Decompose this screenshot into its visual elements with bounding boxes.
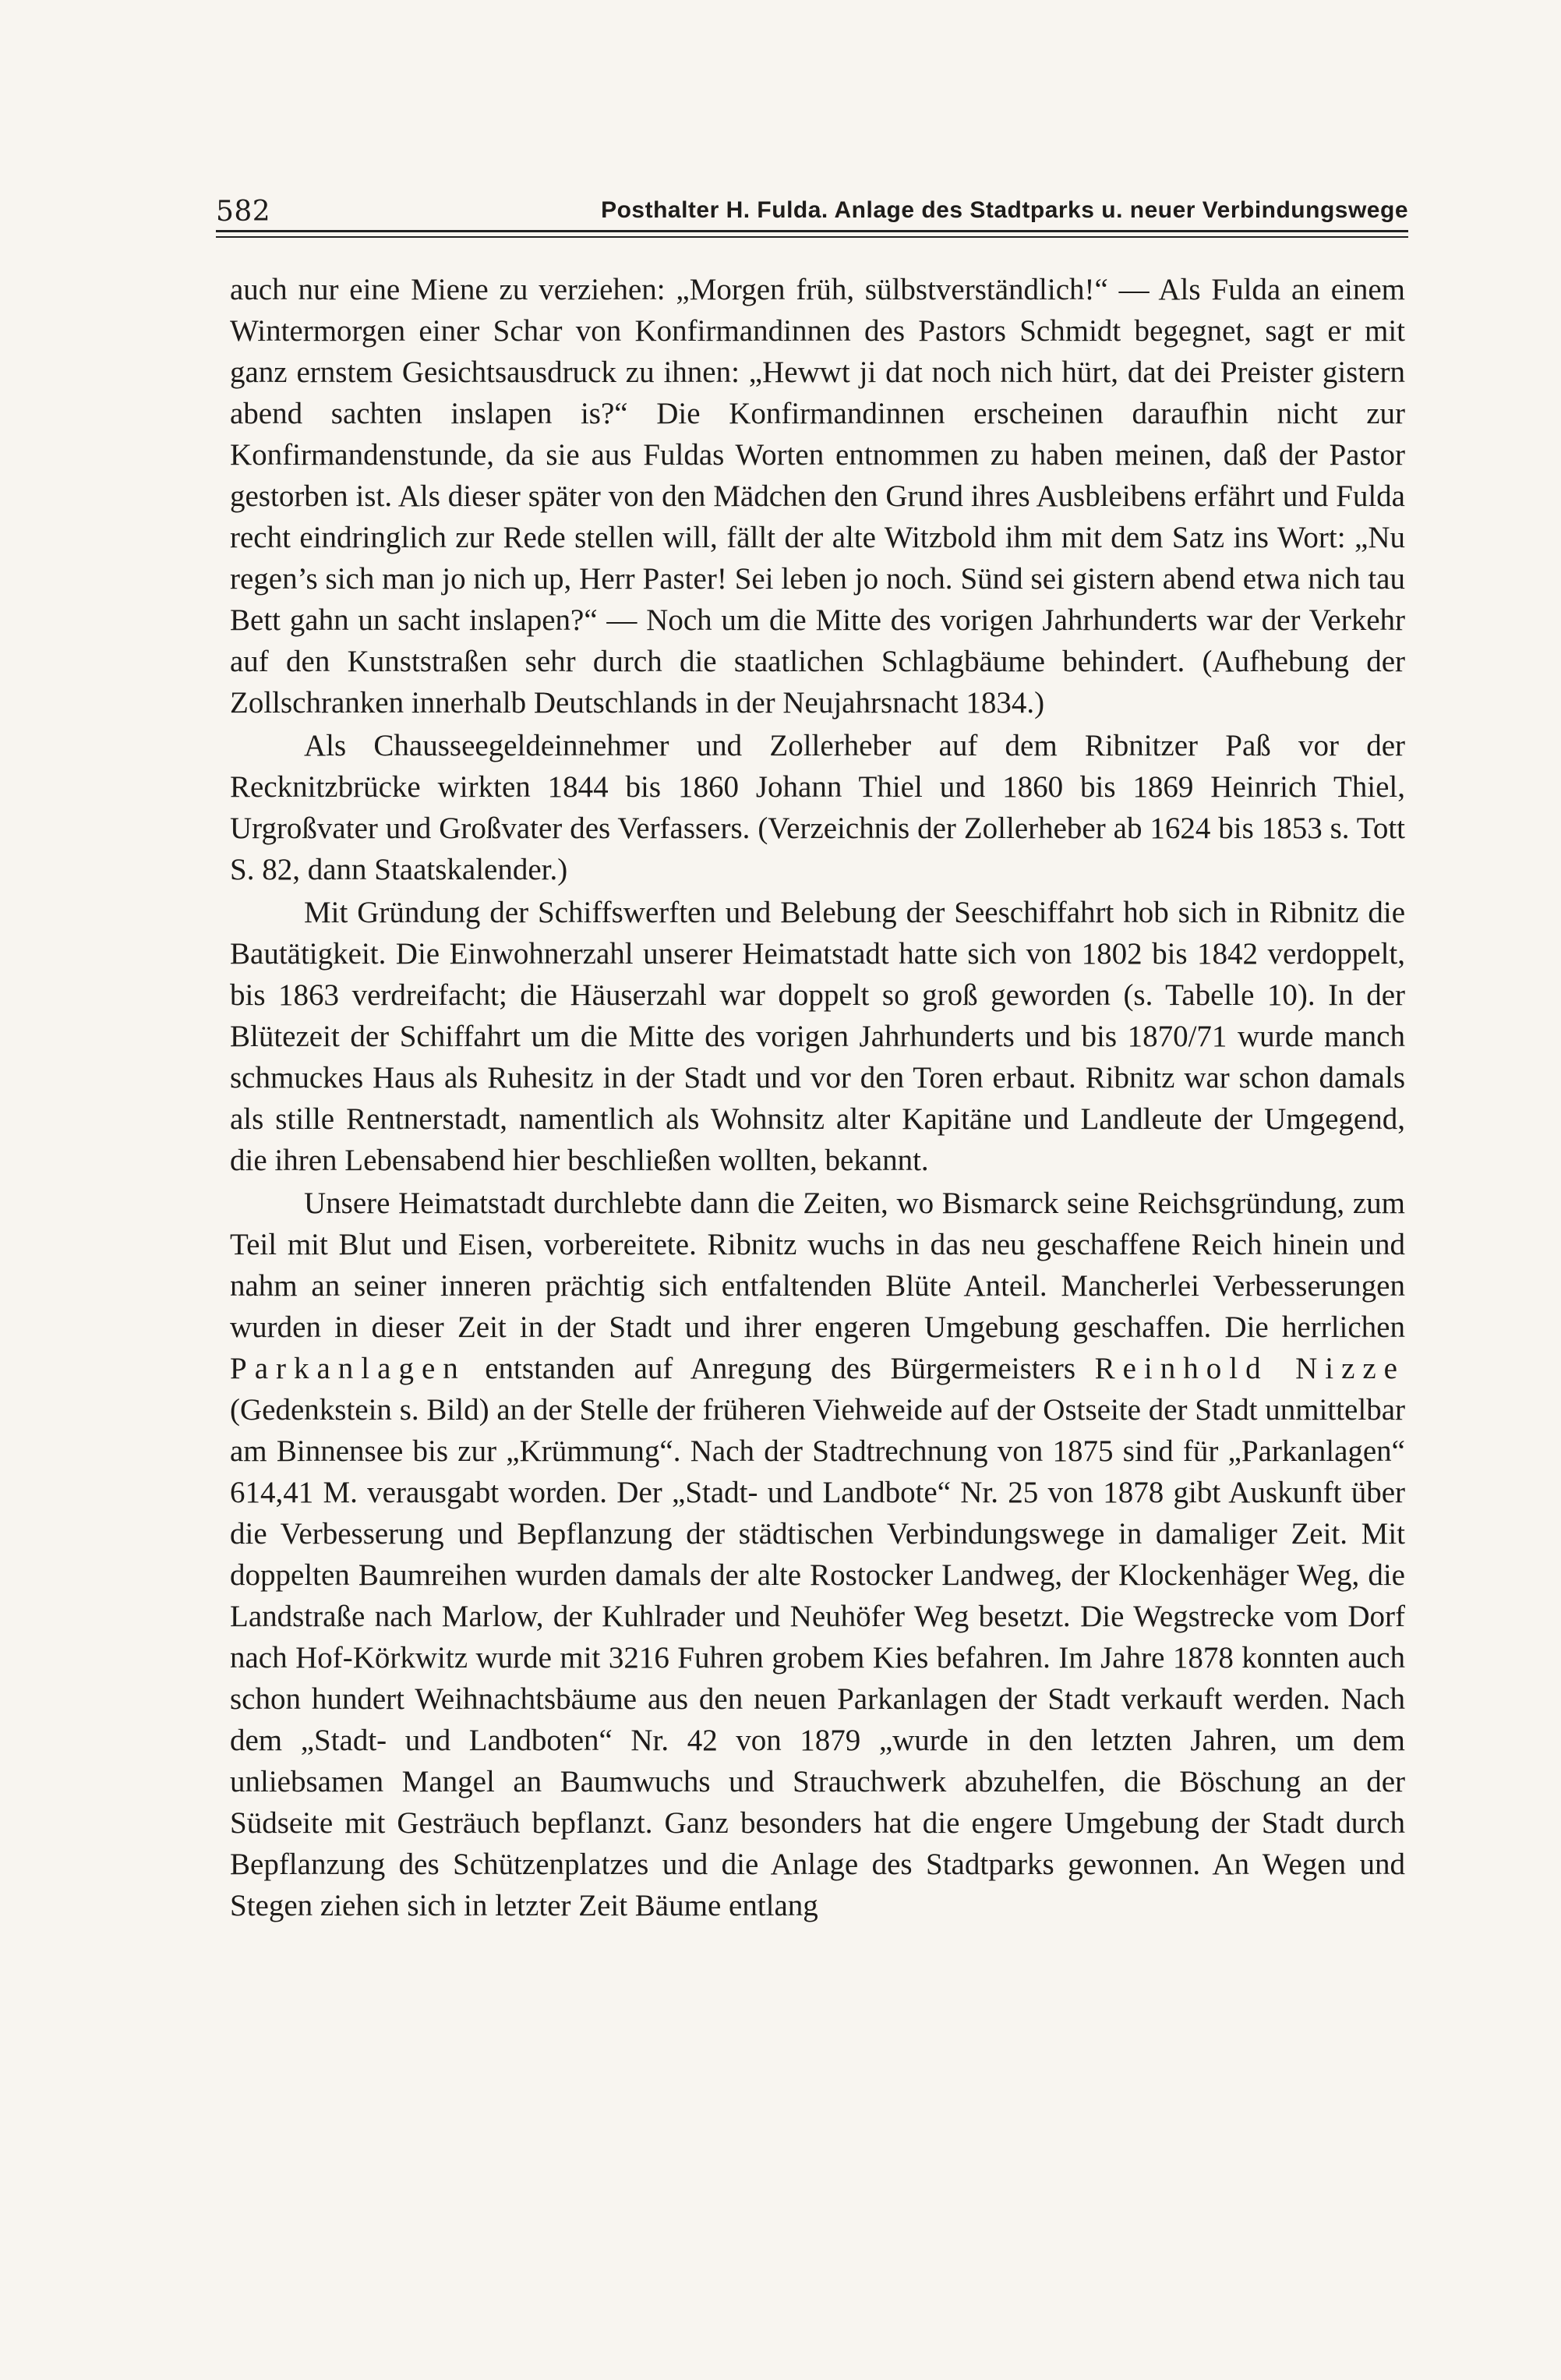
paragraph-4-part-c: (Gedenkstein s. Bild) an der Stelle der früheren Viehweide auf der Ostseite der Stadt unmittelbar am Binnensee bis zur „Krümmung“. Nach der Stadtrechnung von 1875 sind für „Parkanlagen“ 614,41 M. verausgabt worden. Der „Stadt- und Landbote“ Nr. 25 von 1878 gibt Auskunft über die Verbesserung und Bepflanzung der städtischen Verbindungswege in damaliger Zeit. Mit doppelten Baumreihen wurden damals der alte Rostocker Landweg, der Klockenhäger Weg, die Landstraße nach Marlow, der Kuhlrader und Neuhöfer Weg besetzt. Die Wegstrecke vom Dorf nach Hof-Körkwitz wurde mit 3216 Fuhren grobem Kies befahren. Im Jahre 1878 konnten auch schon hundert Weihnachtsbäume aus den neuen Parkanlagen der Stadt verkauft werden. Nach dem „Stadt- und Landboten“ Nr. 42 von 1879 „wurde in den letzten Jahren, um dem unliebsamen Mangel an Baumwuchs und Strauchwerk abzuhelfen, die Böschung an der Südseite mit Gesträuch bepflanzt. Ganz besonders hat die engere Umgebung der Stadt durch Bepflanzung des Schützenplatzes und die Anlage des Stadtparks gewonnen. An Wegen und Stegen ziehen sich in letzter Zeit Bäume entlang	[230, 1393, 1405, 1922]
paragraph-2: Als Chausseegeldeinnehmer und Zollerheber auf dem Ribnitzer Paß vor der Recknitzbrücke wirkten 1844 bis 1860 Johann Thiel und 1860 bis 1869 Heinrich Thiel, Urgroßvater und Großvater des Verfassers. (Verzeichnis der Zollerheber ab 1624 bis 1853 s. Tott S. 82, dann Staatskalender.)	[230, 729, 1405, 886]
paragraph-4-part-b: entstanden auf Anregung des Bürgermeisters	[465, 1352, 1095, 1385]
page-number: 582	[216, 196, 271, 228]
paragraph-4-part-a: Unsere Heimatstadt durchlebte dann die Zeiten, wo Bismarck seine Reichsgründung, zum Teil mit Blut und Eisen, vorbereitete. Ribnitz wuchs in das neu geschaffene Reich hinein und nahm an seiner inneren prächtig sich entfaltenden Blüte Anteil. Mancherlei Verbesserungen wurden in dieser Zeit in der Stadt und ihrer engeren Umgebung geschaffen. Die herrlichen	[230, 1186, 1405, 1344]
paragraph-4	[230, 1183, 1405, 1926]
paragraph-1: auch nur eine Miene zu verziehen: „Morgen früh, sülbstverständlich!“ — Als Fulda an einem Wintermorgen einer Schar von Konfirmandinnen des Pastors Schmidt begegnet, sagt er mit ganz ernstem Gesichtsausdruck zu ihnen: „Hewwt ji dat noch nich hürt, dat dei Preister gistern abend sachten inslapen is?“ Die Konfirmandinnen erscheinen daraufhin nicht zur Konfirmandenstunde, da sie aus Fuldas Worten entnommen zu haben meinen, daß der Pastor gestorben ist. Als dieser später von den Mädchen den Grund ihres Ausbleibens erfährt und Fulda recht eindringlich zur Rede stellen will, fällt der alte Witzbold ihm mit dem Satz ins Wort: „Nu regen’s sich man jo nich up, Herr Paster! Sei leben jo noch. Sünd sei gistern abend etwa nich tau Bett gahn un sacht inslapen?“ — Noch um die Mitte des vorigen Jahrhunderts war der Verkehr auf den Kunststraßen sehr durch die staatlichen Schlagbäume behindert. (Aufhebung der Zollschranken innerhalb Deutschlands in der Neujahrsnacht 1834.)	[230, 273, 1405, 720]
header-rule-thin	[216, 236, 1408, 238]
running-head: Posthalter H. Fulda. Anlage des Stadtparks u. neuer Verbindungswege	[601, 197, 1408, 223]
header-rule	[216, 230, 1408, 232]
spaced-name-reinhold-nizze: Reinhold Nizze	[1094, 1352, 1405, 1385]
spaced-term-parkanlagen: Parkanlagen	[230, 1352, 466, 1385]
paragraph-3: Mit Gründung der Schiffswerften und Belebung der Seeschiffahrt hob sich in Ribnitz die Bautätigkeit. Die Einwohnerzahl unserer Heimatstadt hatte sich von 1802 bis 1842 verdoppelt, bis 1863 verdreifacht; die Häuserzahl war doppelt so groß geworden (s. Tabelle 10). In der Blütezeit der Schiffahrt um die Mitte des vorigen Jahrhunderts und bis 1870/71 wurde manch schmuckes Haus als Ruhesitz in der Stadt und vor den Toren erbaut. Ribnitz war schon damals als stille Rentnerstadt, namentlich als Wohnsitz alter Kapitäne und Landleute der Umgegend, die ihren Lebensabend hier beschließen wollten, bekannt.	[230, 896, 1405, 1177]
body-text	[230, 269, 1405, 1928]
